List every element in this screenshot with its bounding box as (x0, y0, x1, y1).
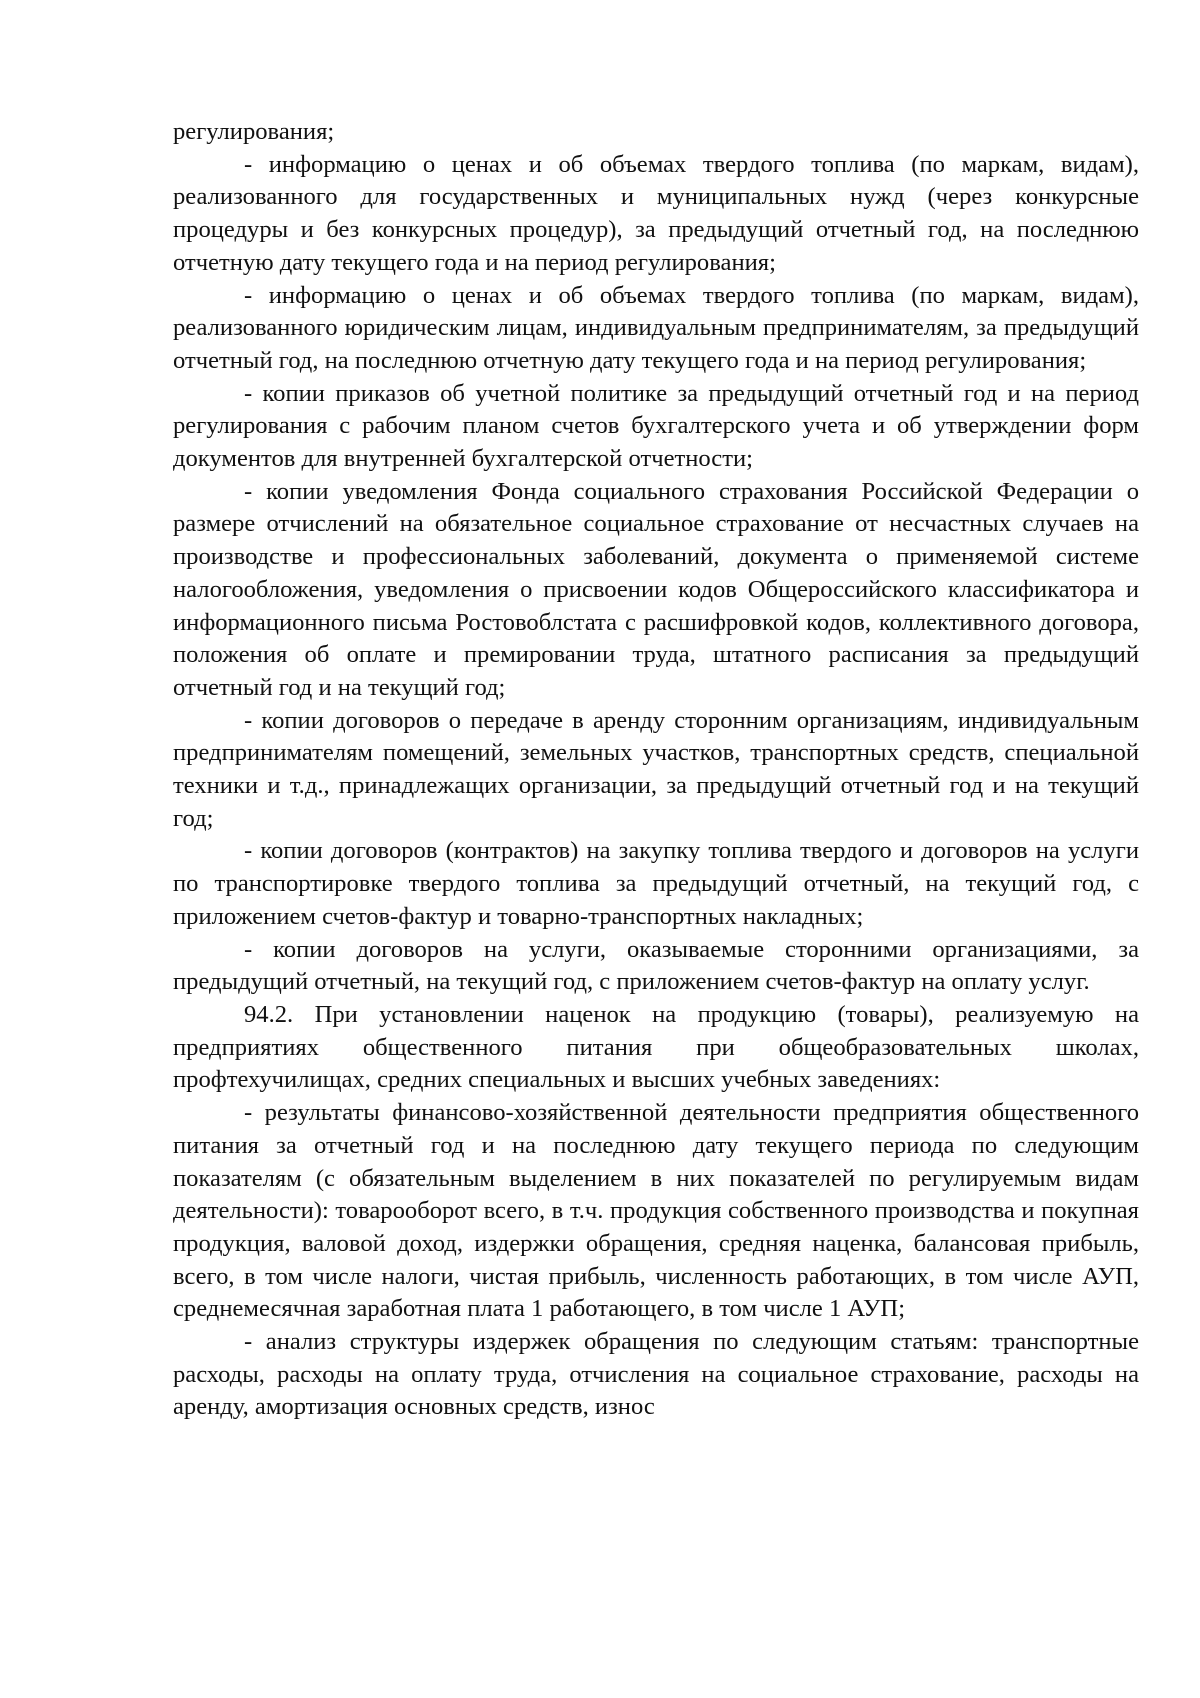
paragraph-service-contracts: - копии договоров на услуги, оказываемые сторонними организациями, за предыдущий отчетный, на текущий год, с приложением счетов-фактур на оплату услуг. (173, 935, 1139, 996)
document-page (173, 116, 1139, 1424)
paragraph-section-94-2: 94.2. При установлении наценок на продукцию (товары), реализуемую на предприятиях общественного питания при общеобразовательных школах, профтехучилищах, средних специальных и высших учебных заведениях: (173, 1000, 1139, 1094)
paragraph-fuel-contracts: - копии договоров (контрактов) на закупку топлива твердого и договоров на услуги по транспортировке твердого топлива за предыдущий отчетный, на текущий год, с приложением счетов-фактур и товарно-транспортных накладных; (173, 837, 1139, 930)
paragraph-accounting-policy: - копии приказов об учетной политике за предыдущий отчетный год и на период регулирования с рабочим планом счетов бухгалтерского учета и об утверждении форм документов для внутренней бухгалтерской отчетности; (173, 379, 1139, 473)
paragraph-prices-state-needs: - информацию о ценах и об объемах твердого топлива (по маркам, видам), реализованного для государственных и муниципальных нужд (через конкурсные процедуры и без конкурсных процедур), за предыдущий отчетный год, на последнюю отчетную дату текущего года и на период регулирования; (173, 150, 1139, 276)
paragraph-social-insurance: - копии уведомления Фонда социального страхования Российской Федерации о размере отчислений на обязательное социальное страхование от несчастных случаев на производстве и профессиональных заболеваний, документа о применяемой системе налогообложения, уведомления о присвоении кодов Общероссийского классификатора и информационного письма Ростовоблстата с расшифровкой кодов, коллективного договора, положения об оплате и премировании труда, штатного расписания за предыдущий отчетный год и на текущий год; (173, 477, 1139, 701)
paragraph-continuation: регулирования; (173, 118, 335, 145)
paragraph-financial-results: - результаты финансово-хозяйственной деятельности предприятия общественного питания за отчетный год и на последнюю дату текущего периода по следующим показателям (с обязательным выделением в них показателей по регулируемым видам деятельности): товарооборот всего, в т.ч. продукция собственного производства и покупная продукция, валовой доход, издержки обращения, средняя наценка, балансовая прибыль, всего, в том числе налоги, чистая прибыль, численность работающих, в том числе АУП, среднемесячная заработная плата 1 работающего, в том числе 1 АУП; (173, 1099, 1139, 1323)
paragraph-lease-contracts: - копии договоров о передаче в аренду сторонним организациям, индивидуальным предпринимателям помещений, земельных участков, транспортных средств, специальной техники и т.д., принадлежащих организации, за предыдущий отчетный год и на текущий год; (173, 706, 1139, 832)
paragraph-prices-legal-entities: - информацию о ценах и об объемах твердого топлива (по маркам, видам), реализованного юридическим лицам, индивидуальным предпринимателям, за предыдущий отчетный год, на последнюю отчетную дату текущего года и на период регулирования; (173, 281, 1139, 374)
paragraph-cost-structure: - анализ структуры издержек обращения по следующим статьям: транспортные расходы, расходы на оплату труда, отчисления на социальное страхование, расходы на аренду, амортизация основных средств, износ (173, 1328, 1139, 1421)
